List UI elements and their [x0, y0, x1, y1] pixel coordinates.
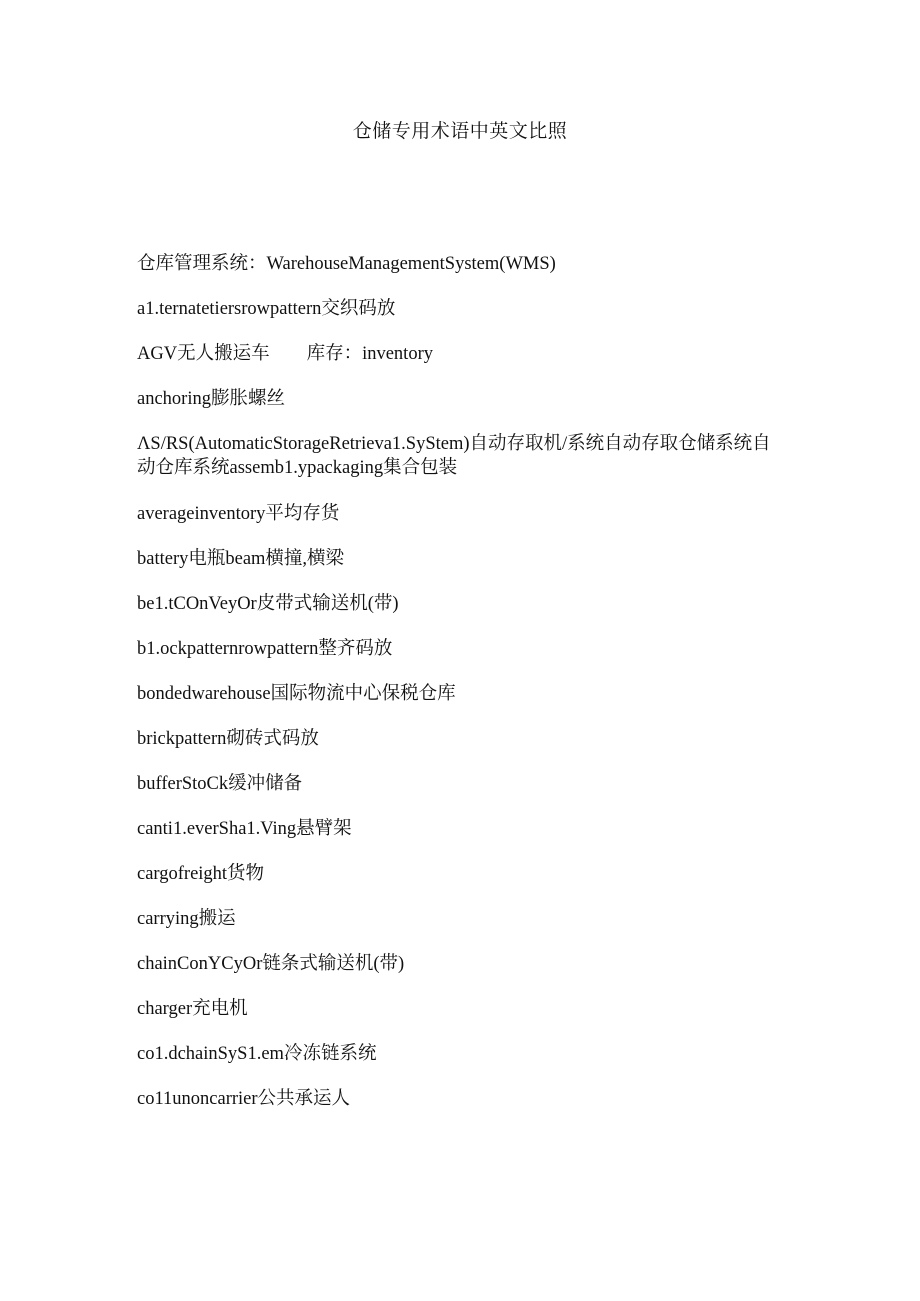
glossary-entry: charger充电机 — [137, 999, 248, 1019]
glossary-entry: bondedwarehouse国际物流中心保税仓库 — [137, 684, 456, 704]
glossary-entry: battery电瓶beam横撞,横梁 — [137, 549, 345, 569]
glossary-entry: anchoring膨胀螺丝 — [137, 389, 285, 409]
glossary-entry: ΛS/RS(AutomaticStorageRetrieva1.SyStem)自动存取机/系统自动存取仓储系统自动仓库系统assemb1.ypackaging集合包装 — [137, 434, 771, 478]
glossary-list — [137, 252, 777, 1132]
glossary-entry: co1.dchainSyS1.em冷冻链系统 — [137, 1044, 377, 1064]
page-title: 仓储专用术语中英文比照 — [352, 120, 568, 142]
glossary-entry: chainConYCyOr链条式输送机(带) — [137, 954, 405, 974]
glossary-entry: a1.ternatetiersrowpattern交织码放 — [137, 299, 396, 319]
glossary-entry: canti1.everSha1.Ving悬臂架 — [137, 819, 352, 839]
glossary-entry: bufferStoCk缓冲储备 — [137, 774, 303, 794]
glossary-entry: cargofreight货物 — [137, 864, 265, 884]
glossary-entry: averageinventory平均存货 — [137, 504, 340, 524]
glossary-entry: brickpattern砌砖式码放 — [137, 729, 319, 749]
glossary-entry: co11unoncarrier公共承运人 — [137, 1089, 351, 1109]
glossary-entry: b1.ockpatternrowpattern整齐码放 — [137, 639, 393, 659]
glossary-entry: carrying搬运 — [137, 909, 236, 929]
glossary-entry: 仓库管理系统：WarehouseManagementSystem(WMS) — [137, 254, 556, 274]
glossary-entry: AGV无人搬运车 库存：inventory — [137, 344, 433, 364]
glossary-entry: be1.tCOnVeyOr皮带式输送机(带) — [137, 594, 399, 614]
